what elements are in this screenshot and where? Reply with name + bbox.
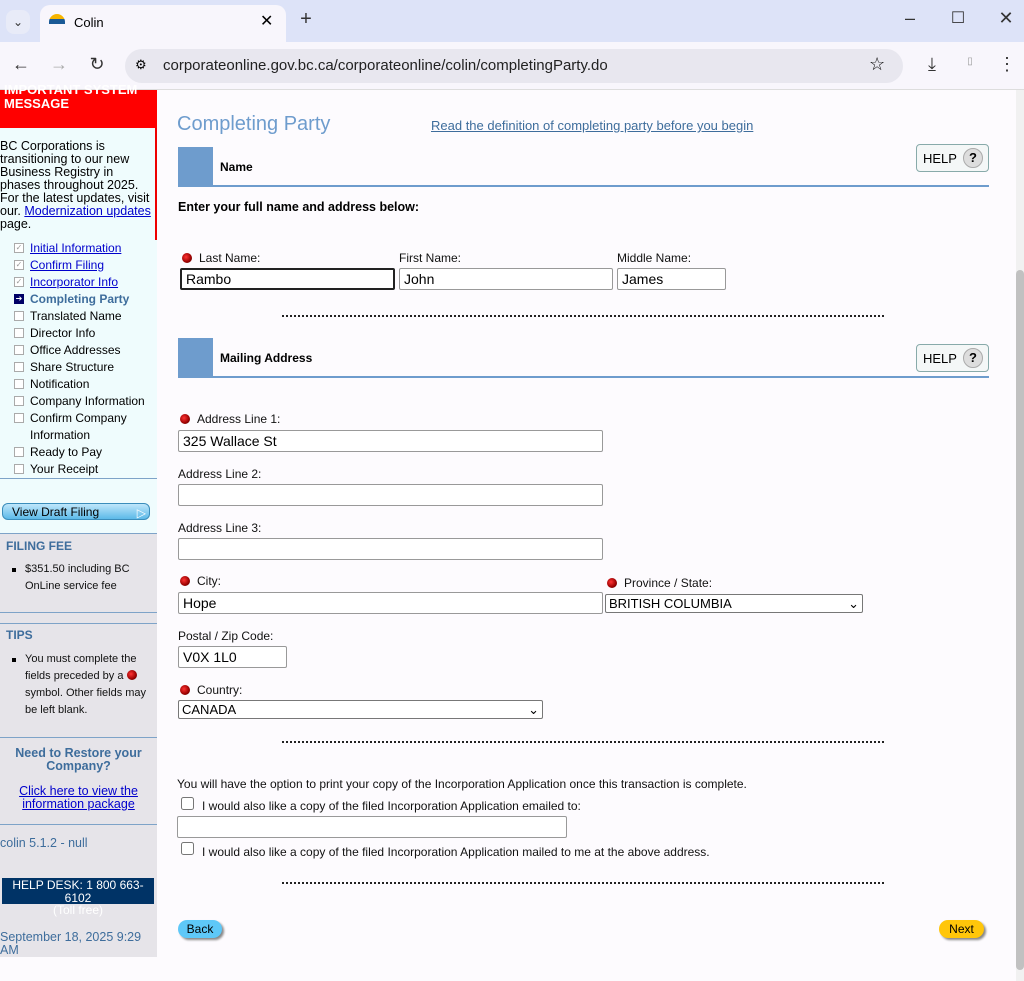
- required-icon: [180, 685, 190, 695]
- steps-list: [0, 240, 157, 533]
- print-note: You will have the option to print your copy of the Incorporation Application once this transaction is complete.: [177, 777, 747, 791]
- chevron-down-icon: ⌄: [528, 701, 539, 717]
- current-step-icon: ➔: [15, 294, 23, 303]
- step-item: [14, 343, 121, 357]
- download-icon[interactable]: ⤓: [928, 54, 936, 74]
- step-label: Share Structure: [30, 360, 115, 374]
- checked-step-icon: ✓: [15, 260, 23, 269]
- province-label: Province / State:: [607, 576, 712, 590]
- menu-icon[interactable]: ⋮: [998, 54, 1016, 74]
- required-icon: [180, 576, 190, 586]
- step-item: [14, 462, 98, 476]
- unchecked-step-icon: [14, 345, 24, 355]
- unchecked-step-icon: [14, 311, 24, 321]
- unchecked-step-icon: [14, 413, 24, 423]
- scrollbar[interactable]: [1016, 90, 1024, 981]
- modernization-link[interactable]: Modernization updates: [24, 204, 151, 218]
- step-label: Information: [30, 428, 91, 442]
- step-item: [14, 360, 114, 374]
- maximize-icon[interactable]: ☐: [950, 10, 966, 27]
- step-label: Director Info: [30, 326, 96, 340]
- mailing-section-header: Mailing Address: [178, 338, 989, 378]
- step-label: Company Information: [30, 394, 145, 408]
- checked-step-icon: ✓: [15, 243, 23, 252]
- url-text: corporateonline.gov.bc.ca/corporateonline/colin/completingParty.do: [163, 57, 608, 74]
- divider: [0, 623, 157, 624]
- checked-step-icon: ✓: [15, 277, 23, 286]
- email-copy-label: I would also like a copy of the filed Incorporation Application emailed to:: [202, 799, 581, 813]
- step-item[interactable]: [14, 258, 104, 272]
- required-icon: [127, 670, 137, 680]
- step-label: Confirm Company: [30, 411, 127, 425]
- restore-heading: Need to Restore your Company?: [15, 746, 142, 773]
- step-label[interactable]: Confirm Filing: [30, 258, 105, 272]
- step-item: [14, 428, 90, 442]
- step-item[interactable]: [14, 241, 121, 255]
- bc-logo-icon: [49, 14, 65, 24]
- step-label: Notification: [30, 377, 90, 391]
- step-item: [14, 445, 102, 459]
- filing-fee-text: $351.50 including BC OnLine service fee: [12, 561, 152, 595]
- email-input[interactable]: [177, 816, 567, 838]
- step-label: Your Receipt: [30, 462, 99, 476]
- email-copy-checkbox[interactable]: [181, 797, 194, 810]
- mail-copy-label: I would also like a copy of the filed Incorporation Application mailed to me at the above address.: [202, 845, 710, 859]
- unchecked-step-icon: [14, 447, 24, 457]
- last-name-input[interactable]: [180, 268, 395, 290]
- step-item: [14, 326, 95, 340]
- minimize-icon[interactable]: –: [904, 8, 915, 28]
- tab-title: Colin: [74, 15, 104, 30]
- address-line-3-label: Address Line 3:: [178, 521, 262, 535]
- tips-text: You must complete the fields preceded by a symbol. Other fields may be left blank.: [12, 651, 152, 719]
- unchecked-step-icon: [14, 464, 24, 474]
- bookmark-star-icon[interactable]: ☆: [869, 54, 886, 74]
- system-message-text: BC Corporations is transitioning to our new Business Registry in phases throughout 2025. For the latest updates, visit our.: [0, 139, 150, 218]
- city-label: City:: [180, 574, 221, 588]
- tips-heading: TIPS: [6, 628, 33, 642]
- step-item: [14, 292, 129, 306]
- required-icon: [607, 578, 617, 588]
- step-label: Translated Name: [30, 309, 122, 323]
- last-name-label: Last Name:: [182, 251, 260, 265]
- unchecked-step-icon: [14, 396, 24, 406]
- unchecked-step-icon: [14, 362, 24, 372]
- question-icon: ?: [963, 348, 983, 368]
- reload-icon[interactable]: ↻: [89, 54, 105, 74]
- next-button[interactable]: Next: [939, 920, 984, 938]
- help-button[interactable]: HELP ?: [916, 344, 989, 372]
- step-label[interactable]: Initial Information: [30, 241, 122, 255]
- new-tab-icon[interactable]: +: [300, 8, 312, 30]
- definition-link[interactable]: Read the definition of completing party before you begin: [431, 118, 754, 133]
- step-label[interactable]: Incorporator Info: [30, 275, 119, 289]
- chevron-down-icon: ⌄: [848, 595, 859, 611]
- address-line-1-input[interactable]: [178, 430, 603, 452]
- step-item: [14, 377, 89, 391]
- required-icon: [182, 253, 192, 263]
- address-line-2-input[interactable]: [178, 484, 603, 506]
- restore-info-link[interactable]: Click here to view the information package: [19, 784, 138, 811]
- close-tab-icon[interactable]: ✕: [260, 13, 274, 30]
- datetime: September 18, 2025 9:29 AM: [0, 930, 142, 957]
- step-label: Ready to Pay: [30, 445, 103, 459]
- divider: [0, 533, 157, 534]
- instructions: Enter your full name and address below:: [178, 200, 420, 214]
- divider: [282, 882, 884, 884]
- postal-code-input[interactable]: [178, 646, 287, 668]
- city-input[interactable]: [178, 592, 603, 614]
- divider: [0, 737, 157, 738]
- extension-icon[interactable]: ▯: [967, 56, 973, 67]
- address-line-3-input[interactable]: [178, 538, 603, 560]
- filing-fee-heading: FILING FEE: [6, 539, 72, 553]
- step-item[interactable]: [14, 275, 118, 289]
- step-label: Office Addresses: [30, 343, 121, 357]
- helpdesk-banner: HELP DESK: 1 800 663-6102 (Toll free): [2, 878, 154, 904]
- system-message-tail: page.: [0, 217, 32, 231]
- view-draft-filing-button[interactable]: View Draft Filing ▷: [2, 503, 150, 520]
- tab-search-button[interactable]: ⌄: [6, 10, 30, 34]
- middle-name-input[interactable]: [617, 268, 726, 290]
- mail-copy-checkbox[interactable]: [181, 842, 194, 855]
- name-section-header: Name: [178, 147, 989, 187]
- country-select[interactable]: CANADA ⌄: [178, 700, 543, 719]
- divider: [0, 478, 157, 479]
- step-label: Completing Party: [30, 292, 130, 306]
- first-name-input[interactable]: [399, 268, 613, 290]
- step-item: [14, 394, 145, 408]
- back-arrow-icon[interactable]: ←: [12, 54, 30, 74]
- divider: [0, 824, 157, 825]
- middle-name-label: Middle Name:: [617, 251, 692, 265]
- divider: [282, 741, 884, 743]
- back-button[interactable]: Back: [178, 920, 222, 938]
- step-item: [14, 411, 127, 425]
- version-text: colin 5.1.2 - null: [0, 836, 88, 850]
- page-title: Completing Party: [177, 113, 331, 135]
- divider: [0, 612, 157, 613]
- province-select[interactable]: BRITISH COLUMBIA ⌄: [605, 594, 863, 613]
- browser-tab[interactable]: [40, 5, 286, 42]
- step-item: [14, 309, 122, 323]
- unchecked-step-icon: [14, 328, 24, 338]
- required-icon: [180, 414, 190, 424]
- country-label: Country:: [180, 683, 242, 697]
- unchecked-step-icon: [14, 379, 24, 389]
- address-line-1-label: Address Line 1:: [180, 412, 280, 426]
- address-bar[interactable]: [125, 49, 903, 83]
- close-window-icon[interactable]: ✕: [998, 8, 1014, 28]
- question-icon: ?: [963, 148, 983, 168]
- forward-arrow-icon[interactable]: →: [50, 54, 68, 74]
- address-line-2-label: Address Line 2:: [178, 467, 262, 481]
- system-message-title: IMPORTANT SYSTEM MESSAGE: [0, 90, 157, 128]
- first-name-label: First Name:: [399, 251, 462, 265]
- postal-code-label: Postal / Zip Code:: [178, 629, 274, 643]
- divider: [282, 315, 884, 317]
- help-button[interactable]: HELP ?: [916, 144, 989, 172]
- site-info-icon[interactable]: ⚙: [135, 57, 147, 72]
